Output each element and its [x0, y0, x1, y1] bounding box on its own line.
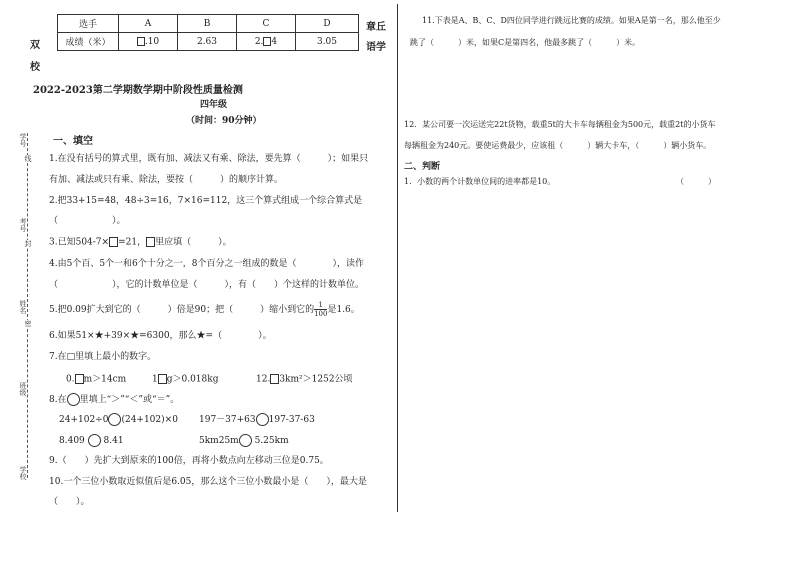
question-4-line2: （ ），它的计数单位是（ ），有（ ）个这样的计数单位。: [49, 280, 365, 290]
seal-char: 密: [24, 320, 32, 327]
margin-label-class: 班级: [19, 382, 27, 396]
table-cell-label: 成绩（米）: [58, 33, 119, 51]
side-char-bottom: 校: [30, 62, 40, 73]
question-8-row2b: 5km25m 5.25km: [199, 436, 289, 446]
blank-box: [270, 374, 279, 384]
judge-1-paren: （ ）: [676, 177, 716, 186]
binding-line: [27, 133, 28, 478]
question-3: 3.已知504-7× =21， 里应填（ ）。: [49, 237, 232, 248]
seal-char: 线: [24, 155, 32, 162]
question-5: 5.把0.09扩大到它的（ ）倍是90；把（ ）缩小到它的 $\frac{1}{100}$ 是1.6。: [49, 301, 360, 318]
judge-1-text: 1．小数的两个计数单位间的进率都是10。: [404, 177, 556, 186]
margin-label-name: 姓名: [19, 300, 27, 314]
table-cell-c: 2. 4: [237, 33, 296, 51]
question-7-b: 1 g＞0.018kg: [152, 374, 219, 385]
question-6: 6.如果51×★+39×★=6300，那么★=（ ）。: [49, 331, 272, 341]
exam-title: 2022-2023第二学期数学期中阶段性质量检测: [33, 85, 243, 96]
table-row: [58, 33, 359, 51]
compare-circle: [239, 434, 252, 447]
table-header: A: [119, 15, 178, 33]
question-2-line2: （ ）。: [49, 216, 126, 226]
blank-box: [137, 37, 145, 46]
question-12-line2: 每辆租金为240元。要使运费最少，应该租（ ）辆大卡车，（ ）辆小货车。: [404, 141, 712, 150]
table-header-row: [58, 15, 359, 33]
question-10-line1: 10.一个三位小数取近似值后是6.05，那么这个三位小数最小是（ ），最大是: [49, 477, 367, 487]
blank-box: [158, 374, 167, 384]
compare-circle: [108, 413, 121, 426]
right-label-top: 章丘: [366, 22, 386, 33]
question-10-line2: （ ）。: [49, 497, 90, 507]
question-4-line1: 4.由5个百、5个一和6个十分之一，8个百分之一组成的数是（ ），读作: [49, 259, 364, 269]
question-12-line1: 12．某公司要一次运送完22t货物，载重5t的大卡车每辆租金为500元，载重2t的小货车: [404, 120, 716, 129]
section-title-fill: 一、填空: [53, 136, 93, 147]
fraction: $\frac{1}{100}$: [314, 301, 328, 318]
question-7-title: 7.在□里填上最小的数字。: [49, 352, 157, 362]
compare-circle: [256, 413, 269, 426]
side-char-top: 双: [30, 40, 40, 51]
table-header: C: [237, 15, 296, 33]
margin-label-exam-id: 考号: [19, 218, 27, 232]
question-2-line1: 2.把33+15=48，48÷3=16，7×16=112，这三个算式组成一个综合算式是: [49, 196, 363, 206]
question-9: 9.（ ）先扩大到原来的100倍，再将小数点向左移动三位是0.75。: [49, 456, 329, 466]
table-cell-d: 3.05: [296, 33, 359, 51]
compare-circle: [88, 434, 101, 447]
question-8-row1b: 197－37+63 197-37-63: [199, 415, 315, 425]
margin-label-school: 学校: [19, 466, 27, 480]
blank-box: [75, 374, 84, 384]
column-divider: [397, 4, 398, 512]
table-header: B: [178, 15, 237, 33]
question-7-a: 0. m＞14cm: [66, 374, 127, 385]
compare-circle: [67, 393, 80, 406]
table-cell-a: .10: [119, 33, 178, 51]
score-table: [57, 14, 359, 51]
question-11-line1: 11.下表是A、B、C、D四位同学进行跳远比赛的成绩。如果A是第一名，那么他至少: [422, 16, 721, 25]
table-cell-b: 2.63: [178, 33, 237, 51]
time-label: （时间：90分钟）: [186, 116, 262, 126]
question-1-line2: 有加、减法或只有乘、除法，要按（ ）的顺序计算。: [49, 175, 284, 185]
question-8-row1a: 24+102÷0 (24+102)×0: [59, 415, 178, 425]
blank-box: [109, 237, 118, 247]
seal-char: 封: [24, 240, 32, 247]
table-header: 选手: [58, 15, 119, 33]
grade-label: 四年级: [200, 100, 228, 110]
margin-label-student-id: 学号: [19, 133, 27, 147]
table-header: D: [296, 15, 359, 33]
question-7-c: 12. 3km²＞1252公顷: [256, 374, 353, 385]
blank-box: [146, 237, 155, 247]
question-8-title: 8.在 里填上“＞”“＜”或“＝”。: [49, 395, 180, 405]
question-1-line1: 1.在没有括号的算式里，既有加、减法又有乘、除法，要先算（ ）；如果只: [49, 154, 369, 164]
section-title-judge: 二、判断: [404, 162, 441, 172]
question-11-line2: 跳了（ ）米，如果C是第四名，他最多跳了（ ）米。: [410, 38, 641, 47]
right-label-bottom: 语学: [366, 42, 386, 53]
question-8-row2a: 8.409 8.41: [59, 436, 124, 446]
